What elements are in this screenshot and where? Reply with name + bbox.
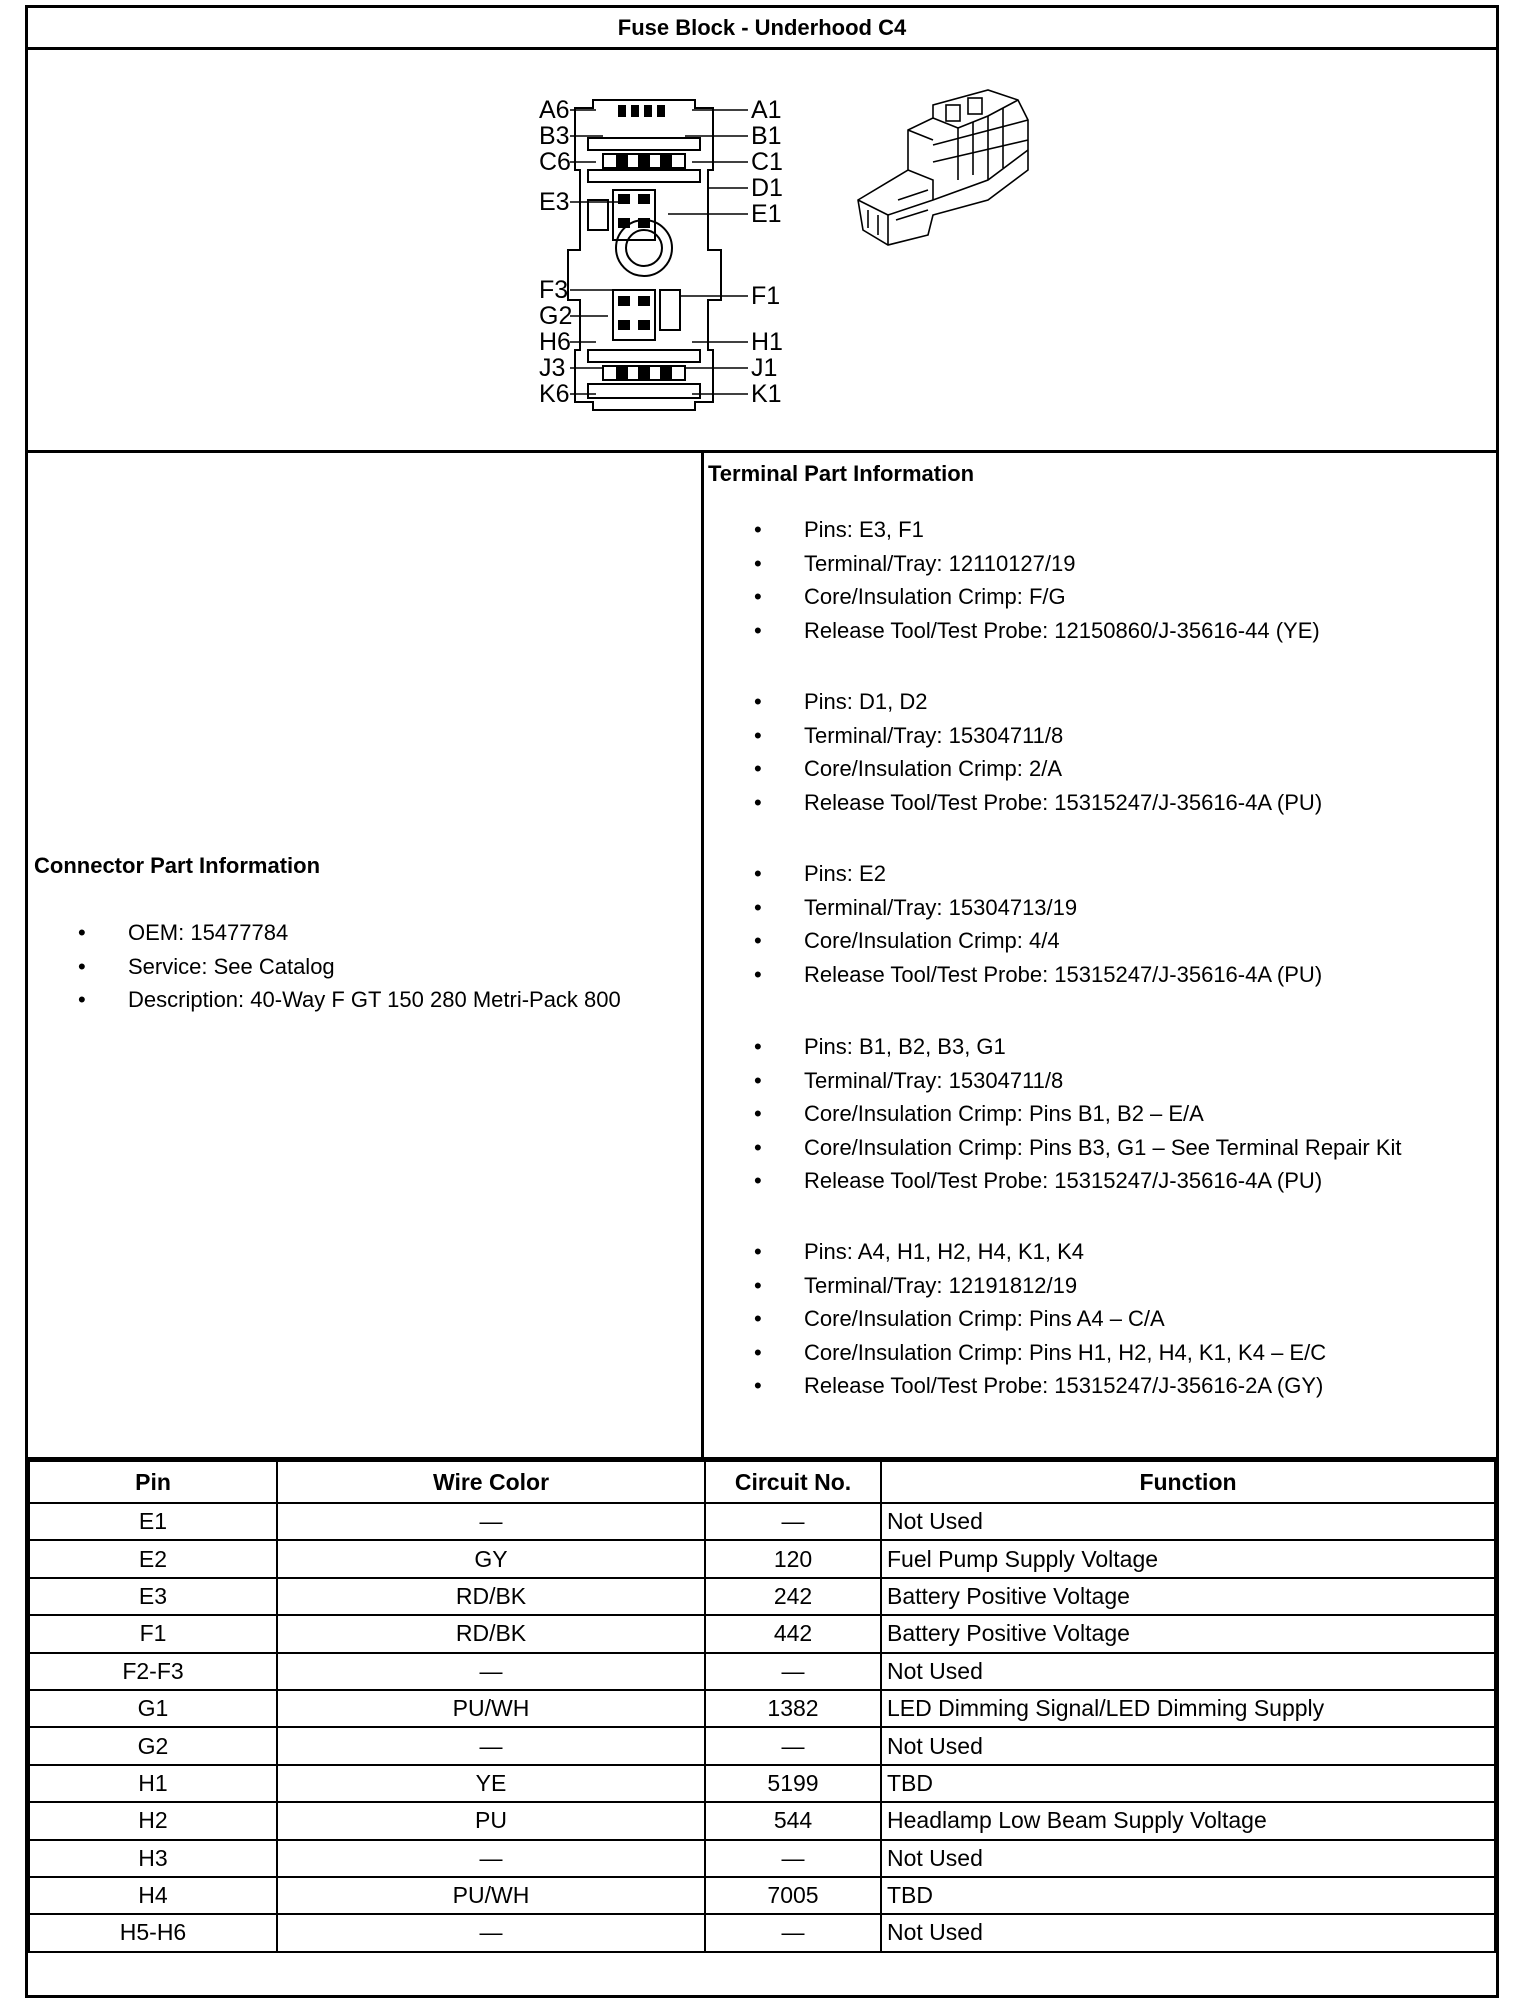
connector-part-info — [28, 453, 704, 1457]
list-item: • Core/Insulation Crimp: Pins B1, B2 – E/A — [704, 1097, 1402, 1131]
cell-function: TBD — [881, 1765, 1495, 1802]
list-item: • Release Tool/Test Probe: 15315247/J-35616-4A (PU) — [704, 958, 1322, 992]
pin-label-right: C1 — [751, 148, 783, 176]
cell-wire-color: — — [277, 1914, 705, 1951]
right-pin-labels — [751, 96, 783, 408]
cell-circuit: — — [705, 1653, 881, 1690]
connector-cavities — [616, 105, 672, 379]
table-row — [29, 1765, 1495, 1802]
list-item: • Terminal/Tray: 12191812/19 — [704, 1269, 1326, 1303]
cell-pin: H4 — [29, 1877, 277, 1914]
cell-circuit: 5199 — [705, 1765, 881, 1802]
terminal-info-title: Terminal Part Information — [708, 461, 975, 486]
cell-function: Battery Positive Voltage — [881, 1615, 1495, 1652]
table-row — [29, 1840, 1495, 1877]
pin-label-right: E1 — [751, 200, 782, 228]
list-item: • Core/Insulation Crimp: F/G — [704, 580, 1320, 614]
list-item: • Release Tool/Test Probe: 12150860/J-35616-44 (YE) — [704, 614, 1320, 648]
list-item: • Core/Insulation Crimp: 4/4 — [704, 924, 1322, 958]
list-item: • Pins: D1, D2 — [704, 685, 1322, 719]
pin-label-right: B1 — [751, 122, 782, 150]
cell-pin: H1 — [29, 1765, 277, 1802]
cell-function: Not Used — [881, 1503, 1495, 1540]
connector-info-title: Connector Part Information — [34, 853, 321, 878]
connector-face-drawing — [28, 50, 1496, 450]
cell-wire-color: RD/BK — [277, 1615, 705, 1652]
terminal-group-4 — [704, 1030, 1402, 1198]
pin-label-left: A6 — [539, 96, 570, 124]
list-item: • Core/Insulation Crimp: Pins B3, G1 – See Terminal Repair Kit — [704, 1131, 1402, 1165]
cell-circuit: — — [705, 1503, 881, 1540]
cell-pin: E3 — [29, 1578, 277, 1615]
table-row — [29, 1914, 1495, 1951]
table-row — [29, 1690, 1495, 1727]
pin-label-left: J3 — [539, 354, 566, 382]
part-information-row — [28, 453, 1496, 1460]
table-row — [29, 1615, 1495, 1652]
cell-function: Not Used — [881, 1914, 1495, 1951]
cell-function: Battery Positive Voltage — [881, 1578, 1495, 1615]
cell-wire-color: PU/WH — [277, 1877, 705, 1914]
terminal-part-info — [704, 453, 1496, 1457]
cell-wire-color: PU/WH — [277, 1690, 705, 1727]
list-item: • Description: 40-Way F GT 150 280 Metri-Pack 800 — [28, 983, 621, 1017]
connector-body — [568, 100, 721, 410]
connector-sheet — [25, 5, 1499, 1998]
terminal-group-3 — [704, 857, 1322, 991]
cell-circuit: — — [705, 1914, 881, 1951]
pin-label-left: F3 — [539, 276, 569, 304]
list-item: • Pins: E3, F1 — [704, 513, 1320, 547]
terminal-group-1 — [704, 513, 1320, 647]
connector-info-list — [28, 916, 621, 1017]
terminal-group-2 — [704, 685, 1322, 819]
list-item: • Terminal/Tray: 15304713/19 — [704, 891, 1322, 925]
cell-function: Headlamp Low Beam Supply Voltage — [881, 1802, 1495, 1839]
column-header: Circuit No. — [705, 1461, 881, 1503]
cell-pin: H3 — [29, 1840, 277, 1877]
list-item: • Pins: A4, H1, H2, H4, K1, K4 — [704, 1235, 1326, 1269]
column-header: Function — [881, 1461, 1495, 1503]
cell-circuit: 442 — [705, 1615, 881, 1652]
cell-circuit: — — [705, 1727, 881, 1764]
list-item: • Release Tool/Test Probe: 15315247/J-35616-2A (GY) — [704, 1369, 1326, 1403]
pin-label-left: H6 — [539, 328, 571, 356]
pin-label-right: A1 — [751, 96, 782, 124]
column-header: Wire Color — [277, 1461, 705, 1503]
list-item: • OEM: 15477784 — [28, 916, 621, 950]
list-item: • Terminal/Tray: 15304711/8 — [704, 1064, 1402, 1098]
cell-function: TBD — [881, 1877, 1495, 1914]
cell-circuit: 1382 — [705, 1690, 881, 1727]
cell-wire-color: RD/BK — [277, 1578, 705, 1615]
column-header: Pin — [29, 1461, 277, 1503]
pin-label-right: F1 — [751, 282, 781, 310]
cell-pin: E1 — [29, 1503, 277, 1540]
cell-wire-color: GY — [277, 1540, 705, 1577]
cell-wire-color: YE — [277, 1765, 705, 1802]
pin-label-left: C6 — [539, 148, 571, 176]
cell-wire-color: — — [277, 1503, 705, 1540]
cell-pin: E2 — [29, 1540, 277, 1577]
cell-wire-color: — — [277, 1727, 705, 1764]
list-item: • Core/Insulation Crimp: Pins H1, H2, H4, K1, K4 – E/C — [704, 1336, 1326, 1370]
pin-label-left: B3 — [539, 122, 570, 150]
cell-wire-color: — — [277, 1840, 705, 1877]
cell-circuit: 242 — [705, 1578, 881, 1615]
table-row — [29, 1503, 1495, 1540]
table-row — [29, 1802, 1495, 1839]
cell-pin: G2 — [29, 1727, 277, 1764]
cell-pin: F2-F3 — [29, 1653, 277, 1690]
cell-circuit: 7005 — [705, 1877, 881, 1914]
cell-circuit: 120 — [705, 1540, 881, 1577]
table-row — [29, 1578, 1495, 1615]
pin-label-right: H1 — [751, 328, 783, 356]
cell-wire-color: — — [277, 1653, 705, 1690]
cell-circuit: 544 — [705, 1802, 881, 1839]
list-item: • Pins: E2 — [704, 857, 1322, 891]
table-header-row — [29, 1461, 1495, 1503]
cell-function: Fuel Pump Supply Voltage — [881, 1540, 1495, 1577]
cell-function: LED Dimming Signal/LED Dimming Supply — [881, 1690, 1495, 1727]
list-item: • Pins: B1, B2, B3, G1 — [704, 1030, 1402, 1064]
pin-label-right: K1 — [751, 380, 782, 408]
pin-label-right: D1 — [751, 174, 783, 202]
table-row — [29, 1727, 1495, 1764]
cell-pin: H5-H6 — [29, 1914, 277, 1951]
list-item: • Core/Insulation Crimp: 2/A — [704, 752, 1322, 786]
cell-circuit: — — [705, 1840, 881, 1877]
list-item: • Terminal/Tray: 15304711/8 — [704, 719, 1322, 753]
cell-pin: F1 — [29, 1615, 277, 1652]
cell-function: Not Used — [881, 1840, 1495, 1877]
list-item: • Service: See Catalog — [28, 950, 621, 984]
terminal-group-5 — [704, 1235, 1326, 1403]
list-item: • Core/Insulation Crimp: Pins A4 – C/A — [704, 1302, 1326, 1336]
list-item: • Release Tool/Test Probe: 15315247/J-35616-4A (PU) — [704, 1164, 1402, 1198]
list-item: • Release Tool/Test Probe: 15315247/J-35616-4A (PU) — [704, 786, 1322, 820]
cell-function: Not Used — [881, 1653, 1495, 1690]
pin-label-right: J1 — [751, 354, 778, 382]
cell-pin: H2 — [29, 1802, 277, 1839]
table-row — [29, 1540, 1495, 1577]
connector-diagram-area — [28, 50, 1496, 453]
cell-function: Not Used — [881, 1727, 1495, 1764]
cell-wire-color: PU — [277, 1802, 705, 1839]
page-title: Fuse Block - Underhood C4 — [28, 8, 1496, 50]
pinout-table — [28, 1460, 1496, 1953]
table-row — [29, 1877, 1495, 1914]
connector-isometric-view — [858, 90, 1028, 245]
list-item: • Terminal/Tray: 12110127/19 — [704, 547, 1320, 581]
cell-pin: G1 — [29, 1690, 277, 1727]
pin-label-left: G2 — [539, 302, 573, 330]
pin-label-left: E3 — [539, 188, 570, 216]
pin-label-left: K6 — [539, 380, 570, 408]
table-row — [29, 1653, 1495, 1690]
